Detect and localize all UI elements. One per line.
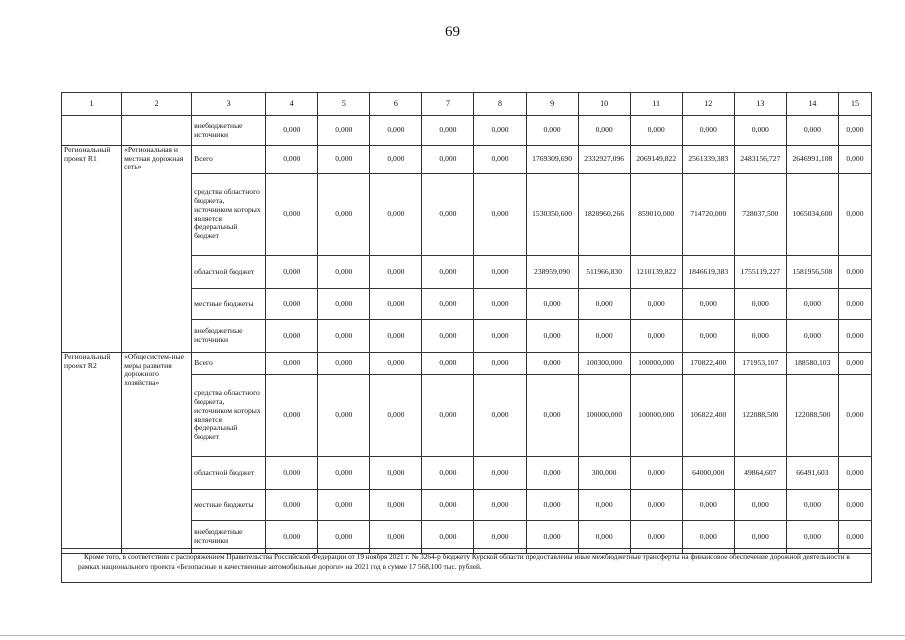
value-cell: 238959,090 <box>526 256 578 289</box>
value-cell: 1530350,600 <box>526 174 578 256</box>
value-cell: 0,000 <box>630 457 682 490</box>
value-cell: 0,000 <box>266 490 318 521</box>
value-cell: 728037,500 <box>734 174 786 256</box>
value-cell: 0,000 <box>266 116 318 146</box>
value-cell: 0,000 <box>838 353 871 375</box>
value-cell: 0,000 <box>786 116 838 146</box>
value-cell: 2561339,383 <box>682 146 734 174</box>
value-cell: 0,000 <box>578 116 630 146</box>
column-header: 12 <box>682 93 734 116</box>
value-cell: 0,000 <box>682 320 734 353</box>
value-cell: 0,000 <box>370 146 422 174</box>
value-cell: 0,000 <box>682 289 734 320</box>
value-cell: 0,000 <box>474 353 526 375</box>
value-cell: 0,000 <box>266 521 318 554</box>
value-cell: 0,000 <box>474 116 526 146</box>
value-cell: 0,000 <box>422 146 474 174</box>
value-cell: 0,000 <box>786 521 838 554</box>
funding-source-cell: местные бюджеты <box>192 289 266 320</box>
value-cell: 0,000 <box>838 256 871 289</box>
value-cell: 0,000 <box>266 174 318 256</box>
column-header: 9 <box>526 93 578 116</box>
table-row <box>62 146 872 174</box>
value-cell: 0,000 <box>266 375 318 457</box>
value-cell: 0,000 <box>318 375 370 457</box>
value-cell: 0,000 <box>630 289 682 320</box>
value-cell: 0,000 <box>526 320 578 353</box>
value-cell: 0,000 <box>318 521 370 554</box>
value-cell: 0,000 <box>370 490 422 521</box>
column-header: 3 <box>192 93 266 116</box>
project-cell <box>62 116 122 146</box>
value-cell: 859010,000 <box>630 174 682 256</box>
value-cell: 0,000 <box>370 256 422 289</box>
value-cell: 0,000 <box>838 490 871 521</box>
table-row <box>62 116 872 146</box>
value-cell: 0,000 <box>422 320 474 353</box>
value-cell: 0,000 <box>370 353 422 375</box>
value-cell: 0,000 <box>526 490 578 521</box>
value-cell: 0,000 <box>578 490 630 521</box>
value-cell: 122088,500 <box>734 375 786 457</box>
page-number: 69 <box>445 24 460 40</box>
value-cell: 0,000 <box>578 320 630 353</box>
value-cell: 0,000 <box>474 320 526 353</box>
value-cell: 0,000 <box>370 375 422 457</box>
funding-source-cell: средства областного бюджета, источником которых является федеральный бюджет <box>192 375 266 457</box>
value-cell: 0,000 <box>734 289 786 320</box>
value-cell: 170822,400 <box>682 353 734 375</box>
value-cell: 0,000 <box>266 146 318 174</box>
value-cell: 1065034,600 <box>786 174 838 256</box>
value-cell: 0,000 <box>786 320 838 353</box>
value-cell: 0,000 <box>318 146 370 174</box>
value-cell: 100000,000 <box>630 353 682 375</box>
value-cell: 0,000 <box>474 375 526 457</box>
funding-source-cell: внебюджетные источники <box>192 116 266 146</box>
value-cell: 0,000 <box>838 457 871 490</box>
value-cell: 2069149,822 <box>630 146 682 174</box>
value-cell: 0,000 <box>734 320 786 353</box>
value-cell: 100300,000 <box>578 353 630 375</box>
value-cell: 0,000 <box>422 521 474 554</box>
value-cell: 0,000 <box>422 490 474 521</box>
project-name-cell <box>122 116 192 146</box>
value-cell: 2646991,108 <box>786 146 838 174</box>
value-cell: 714720,000 <box>682 174 734 256</box>
funding-source-cell: областной бюджет <box>192 256 266 289</box>
value-cell: 0,000 <box>786 490 838 521</box>
funding-source-cell: Всего <box>192 353 266 375</box>
column-header: 11 <box>630 93 682 116</box>
column-header: 7 <box>422 93 474 116</box>
value-cell: 1755119,227 <box>734 256 786 289</box>
value-cell: 0,000 <box>526 521 578 554</box>
project-cell: Региональный проект R1 <box>62 146 122 353</box>
value-cell: 0,000 <box>526 116 578 146</box>
value-cell: 0,000 <box>318 289 370 320</box>
value-cell: 0,000 <box>734 521 786 554</box>
value-cell: 0,000 <box>578 289 630 320</box>
value-cell: 100000,000 <box>578 375 630 457</box>
table-header-row <box>62 93 872 116</box>
value-cell: 0,000 <box>838 116 871 146</box>
project-name-cell: «Общесистем-ные меры развития дорожного хозяйства» <box>122 353 192 554</box>
value-cell: 0,000 <box>526 353 578 375</box>
value-cell: 0,000 <box>474 490 526 521</box>
value-cell: 0,000 <box>318 490 370 521</box>
column-header: 8 <box>474 93 526 116</box>
value-cell: 0,000 <box>682 116 734 146</box>
financing-table <box>61 92 872 554</box>
column-header: 6 <box>370 93 422 116</box>
value-cell: 0,000 <box>838 521 871 554</box>
value-cell: 100000,000 <box>630 375 682 457</box>
value-cell: 171953,107 <box>734 353 786 375</box>
column-header: 2 <box>122 93 192 116</box>
value-cell: 0,000 <box>474 521 526 554</box>
value-cell: 0,000 <box>318 256 370 289</box>
value-cell: 2332927,096 <box>578 146 630 174</box>
value-cell: 0,000 <box>838 289 871 320</box>
value-cell: 0,000 <box>578 521 630 554</box>
project-name-cell: «Региональная и местная дорожная сеть» <box>122 146 192 353</box>
value-cell: 0,000 <box>630 521 682 554</box>
value-cell: 0,000 <box>838 174 871 256</box>
value-cell: 0,000 <box>266 256 318 289</box>
value-cell: 0,000 <box>838 320 871 353</box>
value-cell: 0,000 <box>266 457 318 490</box>
value-cell: 106822,400 <box>682 375 734 457</box>
column-header: 4 <box>266 93 318 116</box>
value-cell: 0,000 <box>526 289 578 320</box>
value-cell: 188580,103 <box>786 353 838 375</box>
column-header: 15 <box>838 93 871 116</box>
value-cell: 0,000 <box>734 490 786 521</box>
value-cell: 0,000 <box>318 320 370 353</box>
value-cell: 0,000 <box>370 320 422 353</box>
value-cell: 0,000 <box>474 457 526 490</box>
funding-source-cell: областной бюджет <box>192 457 266 490</box>
value-cell: 0,000 <box>266 289 318 320</box>
value-cell: 0,000 <box>526 375 578 457</box>
funding-source-cell: местные бюджеты <box>192 490 266 521</box>
value-cell: 1210139,822 <box>630 256 682 289</box>
value-cell: 49864,607 <box>734 457 786 490</box>
value-cell: 0,000 <box>422 116 474 146</box>
scan-edge-line <box>0 635 905 636</box>
value-cell: 0,000 <box>422 256 474 289</box>
value-cell: 0,000 <box>422 289 474 320</box>
value-cell: 0,000 <box>422 353 474 375</box>
value-cell: 0,000 <box>474 289 526 320</box>
value-cell: 0,000 <box>474 256 526 289</box>
column-header: 5 <box>318 93 370 116</box>
value-cell: 0,000 <box>630 320 682 353</box>
column-header: 13 <box>734 93 786 116</box>
value-cell: 0,000 <box>526 457 578 490</box>
column-header: 14 <box>786 93 838 116</box>
value-cell: 0,000 <box>370 289 422 320</box>
funding-source-cell: внебюджетные источники <box>192 521 266 554</box>
value-cell: 0,000 <box>422 375 474 457</box>
value-cell: 0,000 <box>682 490 734 521</box>
value-cell: 0,000 <box>422 457 474 490</box>
value-cell: 2483156,727 <box>734 146 786 174</box>
value-cell: 0,000 <box>838 146 871 174</box>
value-cell: 0,000 <box>734 116 786 146</box>
value-cell: 1820960,266 <box>578 174 630 256</box>
project-cell: Региональный проект R2 <box>62 353 122 554</box>
funding-source-cell: внебюджетные источники <box>192 320 266 353</box>
value-cell: 0,000 <box>318 174 370 256</box>
value-cell: 0,000 <box>266 353 318 375</box>
value-cell: 0,000 <box>370 457 422 490</box>
value-cell: 122088,500 <box>786 375 838 457</box>
value-cell: 0,000 <box>474 174 526 256</box>
value-cell: 0,000 <box>370 174 422 256</box>
value-cell: 300,000 <box>578 457 630 490</box>
column-header: 10 <box>578 93 630 116</box>
table-body <box>62 116 872 554</box>
value-cell: 0,000 <box>370 521 422 554</box>
funding-source-cell: средства областного бюджета, источником которых является федеральный бюджет <box>192 174 266 256</box>
value-cell: 1769309,690 <box>526 146 578 174</box>
value-cell: 0,000 <box>630 116 682 146</box>
value-cell: 0,000 <box>318 457 370 490</box>
value-cell: 66491,603 <box>786 457 838 490</box>
value-cell: 0,000 <box>682 521 734 554</box>
value-cell: 0,000 <box>318 116 370 146</box>
value-cell: 0,000 <box>370 116 422 146</box>
value-cell: 0,000 <box>318 353 370 375</box>
value-cell: 0,000 <box>422 174 474 256</box>
value-cell: 511966,830 <box>578 256 630 289</box>
value-cell: 64000,000 <box>682 457 734 490</box>
value-cell: 0,000 <box>474 146 526 174</box>
value-cell: 1846619,383 <box>682 256 734 289</box>
value-cell: 1581956,508 <box>786 256 838 289</box>
column-header: 1 <box>62 93 122 116</box>
value-cell: 0,000 <box>266 320 318 353</box>
table-row <box>62 353 872 375</box>
value-cell: 0,000 <box>630 490 682 521</box>
footnote: Кроме того, в соответствии с распоряжением Правительства Российской Федерации от 19 ноября 2021 г. № 3264-р бюджету Курской области предоставлены иные межбюджетные трансферты на финансовое обеспечение дорожной деятельности в рамках национального проекта «Безопасные и качественные автомобильные дороги» на 2021 год в сумме 17 568,100 тыс. рублей. <box>61 548 872 583</box>
value-cell: 0,000 <box>838 375 871 457</box>
value-cell: 0,000 <box>786 289 838 320</box>
funding-source-cell: Всего <box>192 146 266 174</box>
